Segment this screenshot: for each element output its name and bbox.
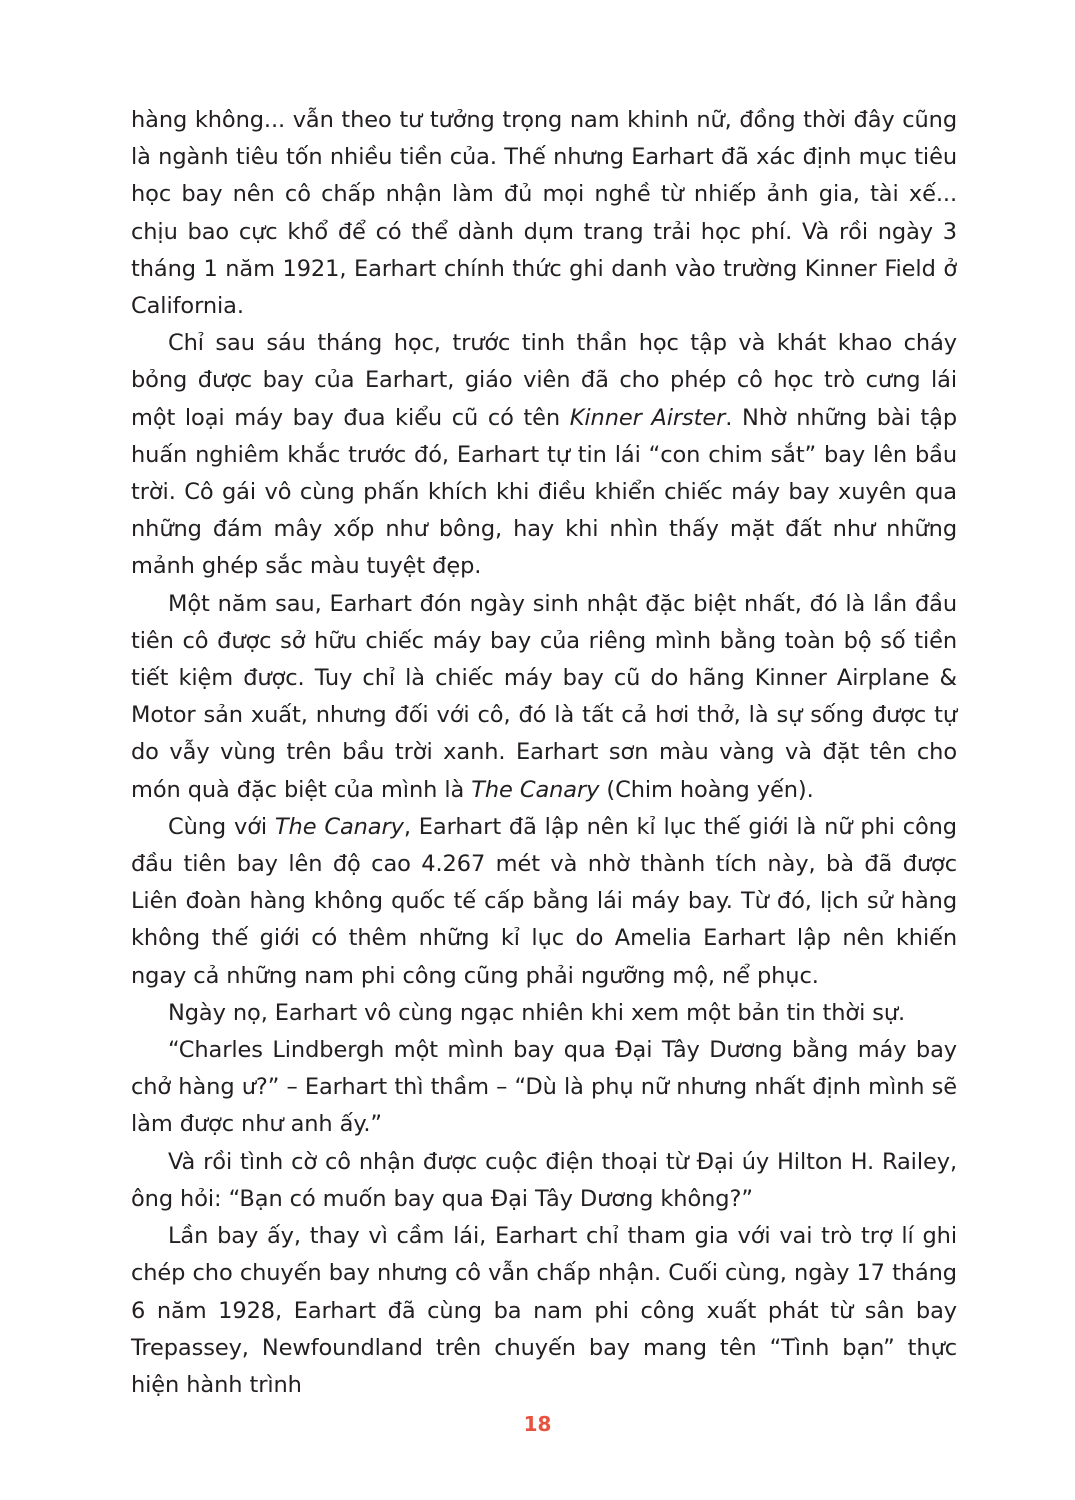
page-number: 18 bbox=[523, 1412, 552, 1436]
body-text bbox=[131, 102, 957, 1404]
italic-title-text: The Canary bbox=[471, 776, 600, 803]
italic-title-text: Kinner Airster bbox=[569, 404, 726, 431]
paragraph bbox=[131, 325, 957, 585]
paragraph-text: “Charles Lindbergh một mình bay qua Đại Tây Dương bằng máy bay chở hàng ư?” – Earhart thì thầm – “Dù là phụ nữ nhưng nhất định mình sẽ làm được như anh ấy.” bbox=[131, 1037, 957, 1138]
paragraph-text: Một năm sau, Earhart đón ngày sinh nhật đặc biệt nhất, đó là lần đầu tiên cô được sở hữu chiếc máy bay của riêng mình bằng toàn bộ số tiền tiết kiệm được. Tuy chỉ là chiếc máy bay cũ do hãng Kinner Airplane & Motor sản xuất, nhưng đối với cô, đó là tất cả hơi thở, là sự sống được tự do vẫy vùng trên bầu trời xanh. Earhart sơn màu vàng và đặt tên cho món quà đặc biệt của mình là bbox=[131, 590, 957, 803]
paragraph-text: Cùng với bbox=[168, 813, 275, 840]
paragraph-text: (Chim hoàng yến). bbox=[599, 776, 814, 803]
paragraph bbox=[131, 1218, 957, 1404]
paragraph bbox=[131, 102, 957, 325]
paragraph-text: . Nhờ những bài tập huấn nghiêm khắc trước đó, Earhart tự tin lái “con chim sắt” bay lên bầu trời. Cô gái vô cùng phấn khích khi điều khiển chiếc máy bay xuyên qua những đám mây xốp như bông, hay khi nhìn thấy mặt đất như những mảnh ghép sắc màu tuyệt đẹp. bbox=[131, 404, 957, 580]
paragraph-text: Và rồi tình cờ cô nhận được cuộc điện thoại từ Đại úy Hilton H. Railey, ông hỏi: “Bạn có muốn bay qua Đại Tây Dương không?” bbox=[131, 1148, 957, 1212]
paragraph bbox=[131, 1144, 957, 1218]
paragraph bbox=[131, 586, 957, 809]
paragraph bbox=[131, 1032, 957, 1144]
paragraph bbox=[131, 995, 957, 1032]
paragraph-text: Ngày nọ, Earhart vô cùng ngạc nhiên khi xem một bản tin thời sự. bbox=[168, 999, 906, 1026]
paragraph bbox=[131, 809, 957, 995]
paragraph-text: Chỉ sau sáu tháng học, trước tinh thần học tập và khát khao cháy bỏng được bay của Earhart, giáo viên đã cho phép cô học trò cưng lái một loại máy bay đua kiểu cũ có tên bbox=[131, 330, 957, 431]
paragraph-text: Lần bay ấy, thay vì cầm lái, Earhart chỉ tham gia với vai trò trợ lí ghi chép cho chuyến bay nhưng cô vẫn chấp nhận. Cuối cùng, ngày 17 tháng 6 năm 1928, Earhart đã cùng ba nam phi công xuất phát từ sân bay Trepassey, Newfoundland trên chuyến bay mang tên “Tình bạn” thực hiện hành trình bbox=[131, 1223, 957, 1398]
paragraph-text: hàng không... vẫn theo tư tưởng trọng nam khinh nữ, đồng thời đây cũng là ngành tiêu tốn nhiều tiền của. Thế nhưng Earhart đã xác định mục tiêu học bay nên cô chấp nhận làm đủ mọi nghề từ nhiếp ảnh gia, tài xế... chịu bao cực khổ để có thể dành dụm trang trải học phí. Và rồi ngày 3 tháng 1 năm 1921, Earhart chính thức ghi danh vào trường Kinner Field ở California. bbox=[131, 107, 957, 320]
italic-title-text: The Canary bbox=[274, 813, 404, 840]
paragraph-text: , Earhart đã lập nên kỉ lục thế giới là nữ phi công đầu tiên bay lên độ cao 4.267 mét và nhờ thành tích này, bà đã được Liên đoàn hàng không quốc tế cấp bằng lái máy bay. Từ đó, lịch sử hàng không thế giới có thêm những kỉ lục do Amelia Earhart lập nên khiến ngay cả những nam phi công cũng phải ngưỡng mộ, nể phục. bbox=[131, 813, 957, 989]
